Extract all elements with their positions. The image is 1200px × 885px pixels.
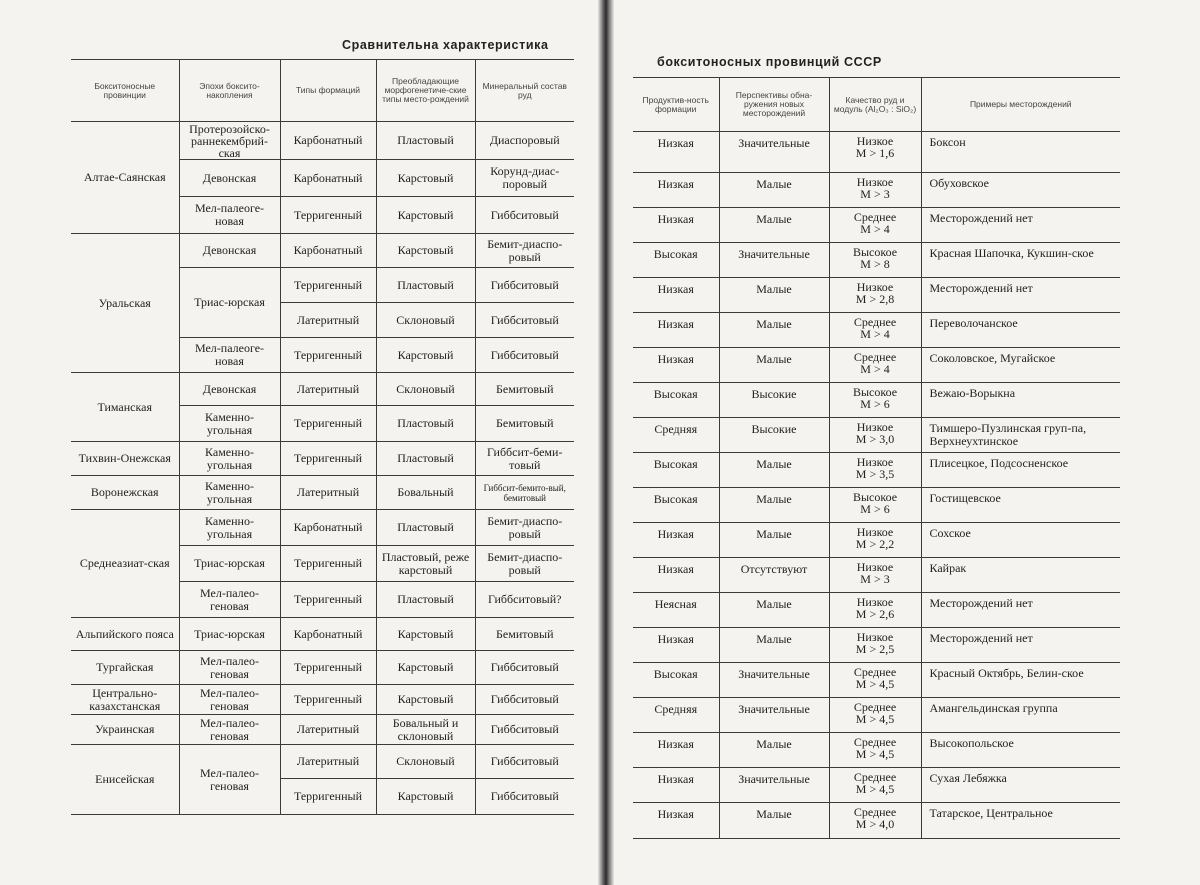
deposit-examples-cell: Боксон [921, 132, 1120, 173]
formation-cell: Латеритный [280, 715, 376, 745]
quality-cell [829, 348, 921, 383]
table-row [71, 715, 574, 745]
formation-cell: Карбонатный [280, 160, 376, 197]
quality-grade: Низкое [856, 630, 894, 644]
province-cell: Тихвин-Онежская [71, 442, 179, 476]
book-gutter [598, 0, 614, 885]
formation-cell: Терригенный [280, 546, 376, 582]
deposit-type-cell: Карстовый [376, 160, 475, 197]
formation-cell: Карбонатный [280, 234, 376, 268]
modulus-value: M > 8 [860, 257, 890, 271]
formation-cell: Терригенный [280, 338, 376, 373]
epoch-cell: Каменно-угольная [179, 476, 280, 510]
epoch-cell: Каменно-угольная [179, 510, 280, 546]
productivity-cell: Низкая [633, 803, 719, 839]
productivity-cell: Низкая [633, 558, 719, 593]
deposit-examples-cell: Соколовское, Мугайское [921, 348, 1120, 383]
quality-grade: Среднее [853, 700, 897, 714]
prospects-cell: Отсутствуют [719, 558, 829, 593]
table-row [71, 651, 574, 685]
quality-grade: Высокое [852, 385, 898, 399]
header-ore-quality: Качество руд и модуль (Al₂O₃ : SiO₂) [829, 78, 921, 132]
modulus-value: M > 2,2 [855, 537, 895, 551]
header-deposit-types: Преобладающие морфогенетиче-ские типы место-рождений [376, 60, 475, 122]
modulus-value: M > 3,0 [855, 432, 895, 446]
quality-grade: Низкое [856, 420, 894, 434]
province-cell: Тиманская [71, 373, 179, 442]
formation-cell: Латеритный [280, 303, 376, 338]
province-cell: Украинская [71, 715, 179, 745]
table-row [71, 510, 574, 546]
table-row [633, 523, 1120, 558]
left-comparison-table [71, 59, 574, 815]
mineral-cell: Гиббситовый [475, 197, 574, 234]
epoch-cell: Девонская [179, 234, 280, 268]
prospects-cell: Малые [719, 523, 829, 558]
table-row [633, 173, 1120, 208]
productivity-cell: Высокая [633, 383, 719, 418]
quality-cell [829, 278, 921, 313]
productivity-cell: Низкая [633, 313, 719, 348]
table-row [633, 453, 1120, 488]
mineral-cell: Гиббсит-беми-товый [475, 442, 574, 476]
quality-cell [829, 383, 921, 418]
deposit-examples-cell: Амангельдинская группа [921, 698, 1120, 733]
modulus-value: M > 4,5 [855, 712, 895, 726]
productivity-cell: Низкая [633, 208, 719, 243]
quality-grade: Высокое [852, 245, 898, 259]
epoch-cell: Триас-юрская [179, 268, 280, 338]
mineral-cell: Бемитовый [475, 406, 574, 442]
deposit-type-cell: Карстовый [376, 234, 475, 268]
prospects-cell: Значительные [719, 132, 829, 173]
mineral-cell: Диаспоровый [475, 122, 574, 160]
mineral-cell: Гиббситовый [475, 745, 574, 779]
mineral-cell: Гиббситовый [475, 268, 574, 303]
quality-cell [829, 418, 921, 453]
table-row [633, 488, 1120, 523]
table-row [633, 208, 1120, 243]
mineral-cell: Гиббситовый [475, 338, 574, 373]
modulus-value: M > 2,5 [855, 642, 895, 656]
quality-cell [829, 733, 921, 768]
deposit-examples-cell: Сухая Лебяжка [921, 768, 1120, 803]
productivity-cell: Средняя [633, 418, 719, 453]
prospects-cell: Высокие [719, 383, 829, 418]
header-provinces: Бокситоносные провинции [71, 60, 179, 122]
formation-cell: Терригенный [280, 442, 376, 476]
mineral-cell: Гиббситовый [475, 715, 574, 745]
modulus-value: M > 6 [860, 397, 890, 411]
prospects-cell: Малые [719, 348, 829, 383]
epoch-cell: Мел-палеоге-новая [179, 338, 280, 373]
table-row [633, 383, 1120, 418]
prospects-cell: Малые [719, 733, 829, 768]
deposit-examples-cell: Месторождений нет [921, 628, 1120, 663]
table-row [633, 348, 1120, 383]
deposit-type-cell: Карстовый [376, 651, 475, 685]
quality-grade: Высокое [852, 490, 898, 504]
formation-cell: Терригенный [280, 197, 376, 234]
header-prospects: Перспективы обна-ружения новых месторождений [719, 78, 829, 132]
table-row [633, 593, 1120, 628]
quality-cell [829, 768, 921, 803]
quality-cell [829, 132, 921, 173]
prospects-cell: Малые [719, 278, 829, 313]
deposit-examples-cell: Татарское, Центральное [921, 803, 1120, 839]
right-page-title: бокситоносных провинций СССР [657, 55, 882, 69]
table-row [71, 442, 574, 476]
deposit-type-cell: Карстовый [376, 618, 475, 651]
productivity-cell: Низкая [633, 733, 719, 768]
deposit-type-cell: Карстовый [376, 779, 475, 815]
table-row [633, 663, 1120, 698]
productivity-cell: Неясная [633, 593, 719, 628]
table-row [633, 698, 1120, 733]
quality-grade: Низкое [856, 134, 894, 148]
left-page-title: Сравнительна характеристика [342, 38, 549, 52]
province-cell: Воронежская [71, 476, 179, 510]
province-cell: Среднеазиат-ская [71, 510, 179, 618]
deposit-examples-cell: Переволочанское [921, 313, 1120, 348]
deposit-type-cell: Склоновый [376, 373, 475, 406]
modulus-value: M > 4 [860, 362, 890, 376]
productivity-cell: Высокая [633, 453, 719, 488]
table-row [71, 745, 574, 779]
quality-cell [829, 593, 921, 628]
mineral-cell: Гиббситовый? [475, 582, 574, 618]
deposit-type-cell: Бовальный и склоновый [376, 715, 475, 745]
epoch-cell: Мел-палео-геновая [179, 715, 280, 745]
formation-cell: Карбонатный [280, 510, 376, 546]
mineral-cell: Гиббситовый [475, 303, 574, 338]
modulus-value: M > 4,5 [855, 747, 895, 761]
prospects-cell: Малые [719, 803, 829, 839]
deposit-examples-cell: Месторождений нет [921, 278, 1120, 313]
prospects-cell: Значительные [719, 663, 829, 698]
quality-cell [829, 453, 921, 488]
deposit-type-cell: Пластовый [376, 268, 475, 303]
prospects-cell: Малые [719, 208, 829, 243]
prospects-cell: Высокие [719, 418, 829, 453]
modulus-value: M > 3 [860, 572, 890, 586]
mineral-cell: Гиббситовый [475, 779, 574, 815]
prospects-cell: Значительные [719, 768, 829, 803]
mineral-cell: Гиббситовый [475, 685, 574, 715]
table-row [633, 628, 1120, 663]
deposit-examples-cell: Кайрак [921, 558, 1120, 593]
quality-cell [829, 698, 921, 733]
formation-cell: Терригенный [280, 268, 376, 303]
epoch-cell: Мел-палео-геновая [179, 685, 280, 715]
prospects-cell: Малые [719, 593, 829, 628]
formation-cell: Терригенный [280, 685, 376, 715]
modulus-value: M > 4,5 [855, 782, 895, 796]
epoch-cell: Каменно-угольная [179, 442, 280, 476]
table-row [633, 418, 1120, 453]
formation-cell: Терригенный [280, 406, 376, 442]
formation-cell: Карбонатный [280, 122, 376, 160]
prospects-cell: Малые [719, 488, 829, 523]
formation-cell: Терригенный [280, 651, 376, 685]
mineral-cell: Бемитовый [475, 618, 574, 651]
deposit-examples-cell: Гостищевское [921, 488, 1120, 523]
deposit-type-cell: Склоновый [376, 303, 475, 338]
modulus-value: M > 2,8 [855, 292, 895, 306]
modulus-value: M > 3 [860, 187, 890, 201]
epoch-cell: Мел-палео-геновая [179, 745, 280, 815]
table-row [71, 618, 574, 651]
header-formation-types: Типы формаций [280, 60, 376, 122]
header-productivity: Продуктив-ность формации [633, 78, 719, 132]
epoch-cell: Мел-палео-геновая [179, 582, 280, 618]
quality-grade: Среднее [853, 665, 897, 679]
deposit-type-cell: Бовальный [376, 476, 475, 510]
quality-grade: Низкое [856, 595, 894, 609]
quality-cell [829, 243, 921, 278]
productivity-cell: Низкая [633, 768, 719, 803]
deposit-examples-cell: Красная Шапочка, Кукшин-ское [921, 243, 1120, 278]
deposit-examples-cell: Месторождений нет [921, 593, 1120, 628]
deposit-examples-cell: Высокопольское [921, 733, 1120, 768]
deposit-type-cell: Карстовый [376, 338, 475, 373]
modulus-value: M > 4,0 [855, 817, 895, 831]
table-row [633, 558, 1120, 593]
modulus-value: M > 1,6 [855, 146, 895, 160]
formation-cell: Терригенный [280, 582, 376, 618]
quality-grade: Низкое [856, 525, 894, 539]
quality-cell [829, 663, 921, 698]
quality-grade: Среднее [853, 735, 897, 749]
formation-cell: Карбонатный [280, 618, 376, 651]
prospects-cell: Значительные [719, 243, 829, 278]
table-row [633, 803, 1120, 839]
deposit-examples-cell: Плисецкое, Подсосненское [921, 453, 1120, 488]
deposit-type-cell: Карстовый [376, 685, 475, 715]
quality-grade: Среднее [853, 770, 897, 784]
province-cell: Тургайская [71, 651, 179, 685]
table-row [71, 476, 574, 510]
quality-cell [829, 313, 921, 348]
province-cell: Енисейская [71, 745, 179, 815]
deposit-type-cell: Карстовый [376, 197, 475, 234]
province-cell: Алтае-Саянская [71, 122, 179, 234]
productivity-cell: Низкая [633, 278, 719, 313]
quality-cell [829, 488, 921, 523]
table-row [633, 313, 1120, 348]
quality-grade: Среднее [853, 350, 897, 364]
prospects-cell: Малые [719, 453, 829, 488]
deposit-examples-cell: Обуховское [921, 173, 1120, 208]
epoch-cell: Протерозойско-раннекембрий-ская [179, 122, 280, 160]
header-epochs: Эпохи боксито-накопления [179, 60, 280, 122]
mineral-cell: Корунд-диас-поровый [475, 160, 574, 197]
prospects-cell: Малые [719, 173, 829, 208]
table-row [71, 685, 574, 715]
table-row [633, 768, 1120, 803]
mineral-cell: Бемит-диаспо-ровый [475, 546, 574, 582]
productivity-cell: Низкая [633, 523, 719, 558]
quality-cell [829, 208, 921, 243]
table-row [71, 122, 574, 160]
mineral-cell: Бемитовый [475, 373, 574, 406]
modulus-value: M > 4 [860, 327, 890, 341]
mineral-cell: Бемит-диаспо-ровый [475, 234, 574, 268]
modulus-value: M > 6 [860, 502, 890, 516]
quality-grade: Низкое [856, 280, 894, 294]
deposit-type-cell: Склоновый [376, 745, 475, 779]
left-header-row [71, 60, 574, 122]
productivity-cell: Низкая [633, 173, 719, 208]
header-mineral-composition: Минеральный состав руд [475, 60, 574, 122]
province-cell: Альпийского пояса [71, 618, 179, 651]
deposit-type-cell: Пластовый [376, 122, 475, 160]
table-row [633, 733, 1120, 768]
prospects-cell: Малые [719, 628, 829, 663]
deposit-type-cell: Пластовый [376, 510, 475, 546]
deposit-examples-cell: Сохское [921, 523, 1120, 558]
modulus-value: M > 4 [860, 222, 890, 236]
province-cell: Уральская [71, 234, 179, 373]
mineral-cell: Гиббситовый [475, 651, 574, 685]
productivity-cell: Низкая [633, 132, 719, 173]
quality-grade: Среднее [853, 210, 897, 224]
quality-grade: Низкое [856, 455, 894, 469]
epoch-cell: Триас-юрская [179, 618, 280, 651]
deposit-examples-cell: Тимшеро-Пузлинская груп-па, Верхнеухтинское [921, 418, 1120, 453]
formation-cell: Терригенный [280, 779, 376, 815]
province-cell: Центрально-казахстанская [71, 685, 179, 715]
header-deposit-examples: Примеры месторождений [921, 78, 1120, 132]
formation-cell: Латеритный [280, 476, 376, 510]
quality-cell [829, 558, 921, 593]
quality-grade: Среднее [853, 805, 897, 819]
formation-cell: Латеритный [280, 745, 376, 779]
productivity-cell: Высокая [633, 488, 719, 523]
deposit-type-cell: Пластовый [376, 442, 475, 476]
productivity-cell: Низкая [633, 628, 719, 663]
epoch-cell: Мел-палео-геновая [179, 651, 280, 685]
formation-cell: Латеритный [280, 373, 376, 406]
table-row [71, 373, 574, 406]
productivity-cell: Высокая [633, 663, 719, 698]
table-row [633, 278, 1120, 313]
quality-grade: Низкое [856, 560, 894, 574]
deposit-examples-cell: Месторождений нет [921, 208, 1120, 243]
right-header-row [633, 78, 1120, 132]
table-row [71, 234, 574, 268]
epoch-cell: Девонская [179, 373, 280, 406]
quality-grade: Низкое [856, 175, 894, 189]
table-row [633, 132, 1120, 173]
modulus-value: M > 3,5 [855, 467, 895, 481]
quality-grade: Среднее [853, 315, 897, 329]
productivity-cell: Низкая [633, 348, 719, 383]
quality-cell [829, 803, 921, 839]
productivity-cell: Средняя [633, 698, 719, 733]
epoch-cell: Девонская [179, 160, 280, 197]
deposit-examples-cell: Красный Октябрь, Белин-ское [921, 663, 1120, 698]
quality-cell [829, 628, 921, 663]
deposit-type-cell: Пластовый [376, 406, 475, 442]
mineral-cell: Бемит-диаспо-ровый [475, 510, 574, 546]
prospects-cell: Малые [719, 313, 829, 348]
epoch-cell: Каменно-угольная [179, 406, 280, 442]
epoch-cell: Мел-палеоге-новая [179, 197, 280, 234]
productivity-cell: Высокая [633, 243, 719, 278]
deposit-examples-cell: Вежаю-Ворыкна [921, 383, 1120, 418]
quality-cell [829, 523, 921, 558]
epoch-cell: Триас-юрская [179, 546, 280, 582]
modulus-value: M > 2,6 [855, 607, 895, 621]
prospects-cell: Значительные [719, 698, 829, 733]
deposit-type-cell: Пластовый, реже карстовый [376, 546, 475, 582]
modulus-value: M > 4,5 [855, 677, 895, 691]
quality-cell [829, 173, 921, 208]
table-row [633, 243, 1120, 278]
mineral-cell: Гиббсит-бемито-вый, бемитовый [475, 476, 574, 510]
deposit-type-cell: Пластовый [376, 582, 475, 618]
right-comparison-table [633, 77, 1120, 839]
